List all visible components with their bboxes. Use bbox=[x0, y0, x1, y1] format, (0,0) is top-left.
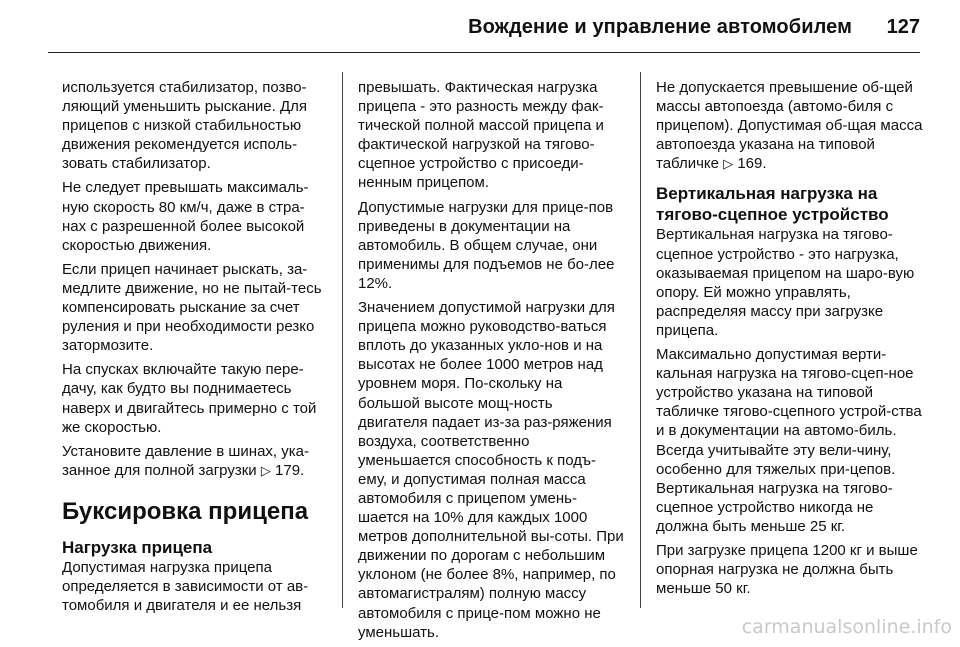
page-number: 127 bbox=[886, 16, 920, 38]
paragraph: Максимально допустимая верти-кальная нагрузка на тягово-сцеп-ное устройство указана на типовой табличке тягово-сцепного устрой-ства и в документации на автомо-биль. Всегда учитывайте эту вели-чину, особенно для тяжелых при-цепов. Вертикальная нагрузка на тягово-сцепное устройство никогда не должна быть меньше 25 кг. bbox=[656, 346, 922, 535]
paragraph: На спусках включайте такую пере-дачу, как будто вы поднимаетесь наверх и двигайтесь примерно с той же скоростью. bbox=[62, 361, 317, 436]
paragraph bbox=[656, 78, 924, 173]
column-divider-1 bbox=[342, 72, 343, 608]
page-header bbox=[0, 0, 960, 50]
paragraph: При загрузке прицепа 1200 кг и выше опорная нагрузка не должна быть меньше 50 кг. bbox=[656, 541, 918, 598]
page-header-title: Вождение и управление автомобилем bbox=[468, 16, 852, 38]
text-column-1 bbox=[62, 78, 324, 620]
text-column-2 bbox=[358, 78, 624, 647]
column-divider-2 bbox=[640, 72, 641, 608]
paragraph: превышать. Фактическая нагрузка прицепа - это разность между фак-тической полной массой прицепа и фактической нагрузкой на тягово-сцепное устройство с присоеди-ненным прицепом. bbox=[358, 79, 604, 192]
paragraph-text: Установите давление в шинах, ука-занное для полной загрузки bbox=[62, 442, 309, 479]
subsection-heading: Вертикальная нагрузка на тягово-сцепное устройство bbox=[656, 184, 889, 225]
paragraph-text: Не допускается превышение об-щей массы автопоезда (автомо-биля с прицепом). Допустимая об-щая масса автопоезда указана на типовой табличке bbox=[656, 79, 923, 173]
subsection-heading: Нагрузка прицепа bbox=[62, 537, 213, 557]
paragraph: Допустимые нагрузки для прице-пов приведены в документации на автомобиль. В общем случае, они применимы для подъемов не бо-лее 12%. bbox=[358, 198, 615, 292]
paragraph: Вертикальная нагрузка на тягово-сцепное устройство - это нагрузка, оказываемая прицепом на шаро-вую опору. Ей можно управлять, распределяя массу при загрузке прицепа. bbox=[656, 226, 915, 339]
page-reference-link[interactable]: 169. bbox=[737, 155, 767, 173]
header-divider bbox=[48, 52, 920, 53]
paragraph: Не следует превышать максималь-ную скорость 80 км/ч, даже в стра-нах с разрешенной более высокой скоростью движения. bbox=[62, 179, 309, 254]
paragraph: используется стабилизатор, позво-ляющий уменьшить рыскание. Для прицепов с низкой стабильностью движения рекомендуется исполь-зовать стабилизатор. bbox=[62, 79, 307, 173]
paragraph: Допустимая нагрузка прицепа определяется в зависимости от ав-томобиля и двигателя и ее нельзя bbox=[62, 558, 309, 615]
paragraph bbox=[62, 442, 324, 480]
watermark: carmanualsonline.info bbox=[741, 616, 952, 638]
page-reference-arrow-icon: ▷ bbox=[260, 462, 271, 478]
page-reference-arrow-icon: ▷ bbox=[723, 156, 734, 172]
paragraph: Если прицеп начинает рыскать, за-медлите движение, но не пытай-тесь компенсировать рыскание за счет руления и при необходимости резко затормозите. bbox=[62, 260, 322, 355]
text-column-3 bbox=[656, 78, 924, 603]
page-reference-link[interactable]: 179. bbox=[275, 461, 305, 479]
paragraph: Значением допустимой нагрузки для прицепа можно руководство-ваться вплоть до указанных укло-нов и на высотах не более 1000 метров над уровнем моря. По-скольку на большой высоте мощ-ность двигателя падает из-за раз-ряжения воздуха, соответственно уменьшается способность к подъ-ему, и допустимая полная масса автомобиля с прицепом умень-шается на 10% для каждых 1000 метров дополнительной вы-соты. При движении по дорогам с небольшим уклоном (не более 8%, например, по автомагистралям) полную массу автомобиля с прице-пом можно не уменьшать. bbox=[358, 299, 624, 641]
section-heading: Буксировка прицепа bbox=[62, 497, 309, 525]
